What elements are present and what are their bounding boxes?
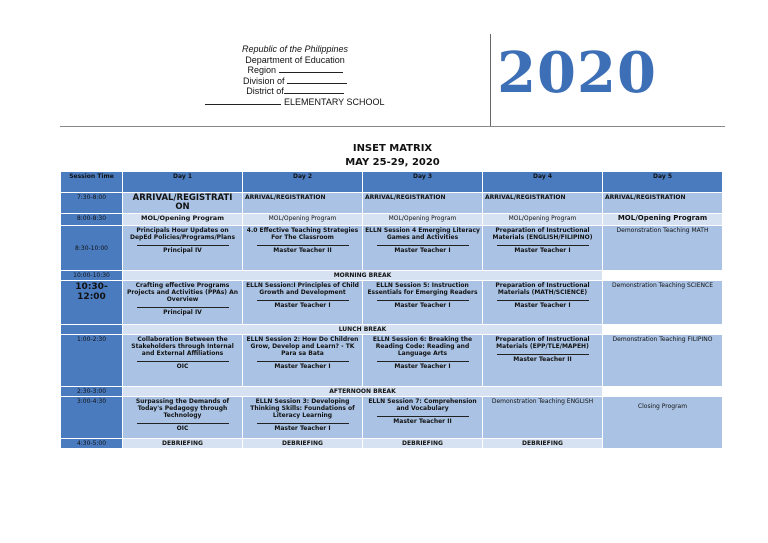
header-day-5: Day 5 (603, 172, 723, 193)
session-cell: Principals Hour Updates on DepEd Policies/Programs/Plans Principal IV (123, 226, 243, 271)
closing-program-cell: Closing Program (603, 397, 723, 449)
empty-cell (603, 387, 723, 397)
debriefing-cell: DEBRIEFING (363, 439, 483, 449)
session-cell: Preparation of Instructional Materials (MATH/SCIENCE) Master Teacher I (483, 281, 603, 325)
session-cell: Surpassing the Demands of Today's Pedagogy through Technology OIC (123, 397, 243, 439)
table-row (61, 387, 723, 397)
session-cell: ELLN Session 6: Breaking the Reading Code: Reading and Language Arts Master Teacher I (363, 335, 483, 387)
session-cell: Preparation of Instructional Materials (EPP/TLE/MAPEH) Master Teacher II (483, 335, 603, 387)
opening-cell: MOL/Opening Program (483, 214, 603, 226)
time-cell: 7:30-8:00 (61, 193, 123, 214)
lunch-break-cell: LUNCH BREAK (123, 325, 603, 335)
session-cell: ELLN Session 3: Developing Thinking Skills: Foundations of Literacy Learning Master Teacher I (243, 397, 363, 439)
debriefing-cell: DEBRIEFING (123, 439, 243, 449)
header-day-1: Day 1 (123, 172, 243, 193)
matrix-title: INSET MATRIX (352, 143, 433, 154)
session-cell: 4.0 Effective Teaching Strategies For The Classroom Master Teacher II (243, 226, 363, 271)
afternoon-break-cell: AFTERNOON BREAK (123, 387, 603, 397)
table-row (61, 271, 723, 281)
table-row (61, 397, 723, 439)
department-line: Department of Education (245, 54, 345, 65)
session-cell: ELLN Session 5: Instruction Essentials for Emerging Readers Master Teacher I (363, 281, 483, 325)
time-cell: 2:30-3:00 (61, 387, 123, 397)
session-cell: ELLN Session:I Principles of Child Growth and Development Master Teacher I (243, 281, 363, 325)
arrival-cell: ARRIVAL/REGISTRATION (483, 193, 603, 214)
arrival-cell: ARRIVAL/REGISTRATION (363, 193, 483, 214)
opening-cell: MOL/Opening Program (603, 214, 723, 226)
session-cell: ELLN Session 4 Emerging Literacy Games and Activities Master Teacher I (363, 226, 483, 271)
session-cell: Preparation of Instructional Materials (ENGLISH/FILIPINO) Master Teacher I (483, 226, 603, 271)
district-line: District of (150, 86, 440, 97)
session-cell: Collaboration Between the Stakeholders through Internal and External Affiliations OIC (123, 335, 243, 387)
header-day-4: Day 4 (483, 172, 603, 193)
time-cell (61, 325, 123, 335)
arrival-cell: ARRIVAL/REGISTRATION (243, 193, 363, 214)
table-row (61, 214, 723, 226)
header-day-3: Day 3 (363, 172, 483, 193)
header-vertical-divider (490, 34, 491, 126)
session-cell: Crafting effective Programs Projects and Activities (PPAs) An Overview Principal IV (123, 281, 243, 325)
table-row (61, 335, 723, 387)
matrix-dates: MAY 25-29, 2020 (345, 157, 440, 168)
morning-break-cell: MORNING BREAK (123, 271, 603, 281)
opening-cell: MOL/Opening Program (363, 214, 483, 226)
republic-line: Republic of the Philippines (241, 44, 349, 54)
opening-cell: MOL/Opening Program (123, 214, 243, 226)
opening-cell: MOL/Opening Program (243, 214, 363, 226)
school-line: ELEMENTARY SCHOOL (150, 97, 440, 108)
school-header (150, 44, 440, 107)
debriefing-cell: DEBRIEFING (243, 439, 363, 449)
session-cell: ELLN Session 7: Comprehension and Vocabulary Master Teacher II (363, 397, 483, 439)
inset-matrix-table (60, 171, 723, 449)
time-cell: 1:00-2:30 (61, 335, 123, 387)
table-row (61, 193, 723, 214)
demo-cell: Demonstration Teaching FILIPINO (603, 335, 723, 387)
empty-cell (603, 325, 723, 335)
table-row (61, 226, 723, 271)
time-cell: 8:00-8:30 (61, 214, 123, 226)
header-session-time: Session Time (61, 172, 123, 193)
table-row (61, 281, 723, 325)
region-line: Region (150, 65, 440, 76)
demo-cell: Demonstration Teaching ENGLISH (483, 397, 603, 439)
arrival-cell: ARRIVAL/REGISTRATION (603, 193, 723, 214)
session-cell: ELLN Session 2: How Do Children Grow, Develop and Learn? - TK Para sa Bata Master Teacher I (243, 335, 363, 387)
time-cell: 10:30-12:00 (61, 281, 123, 325)
demo-cell: Demonstration Teaching SCIENCE (603, 281, 723, 325)
header-horizontal-divider (60, 126, 725, 127)
time-cell: 3:00-4:30 (61, 397, 123, 439)
debriefing-cell: DEBRIEFING (483, 439, 603, 449)
header-day-2: Day 2 (243, 172, 363, 193)
time-cell: 4:30-5:00 (61, 439, 123, 449)
arrival-cell: ARRIVAL/REGISTRATI ON (123, 193, 243, 214)
division-line: Division of (150, 76, 440, 87)
empty-cell (603, 271, 723, 281)
table-row (61, 325, 723, 335)
time-cell: 10:00-10:30 (61, 271, 123, 281)
demo-cell: Demonstration Teaching MATH (603, 226, 723, 271)
time-cell: 8:30-10:00 (61, 226, 123, 271)
year-label: 2020 (497, 40, 657, 106)
